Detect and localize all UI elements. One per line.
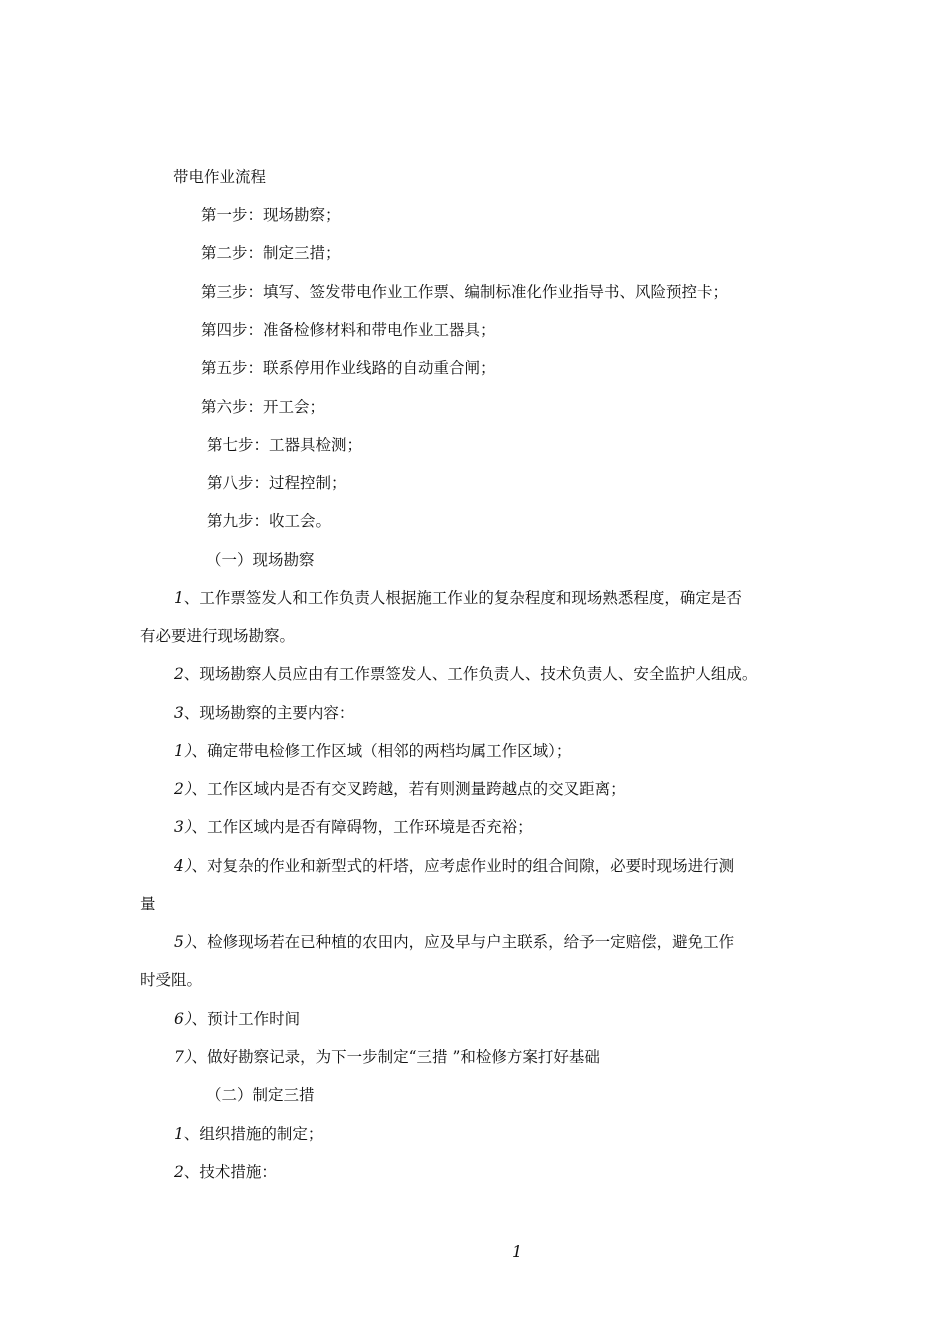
page-number: 1 — [512, 1242, 523, 1261]
step-line: 第二步：制定三措； — [201, 244, 341, 262]
list-item-number: 3） — [174, 818, 192, 836]
paragraph-number: 2 — [174, 665, 184, 683]
list-item — [174, 741, 571, 761]
step-line: 第七步：工器具检测； — [207, 436, 363, 454]
section-heading: （一）现场勘察 — [206, 551, 315, 569]
list-item-text: 、预计工作时间 — [191, 1010, 301, 1028]
list-item-number: 2） — [174, 780, 192, 798]
paragraph — [174, 703, 354, 723]
paragraph-number: 1 — [174, 1125, 184, 1143]
list-item-continuation: 时受阻。 — [140, 971, 203, 989]
document-title: 带电作业流程 — [173, 168, 267, 186]
list-item-number: 1） — [174, 742, 192, 760]
paragraph — [174, 1162, 277, 1182]
step-line: 第六步：开工会； — [201, 398, 326, 416]
step-line: 第四步：准备检修材料和带电作业工器具； — [201, 321, 496, 339]
list-item — [174, 817, 533, 837]
paragraph-text: 、现场勘察的主要内容： — [183, 704, 355, 722]
paragraph — [174, 1124, 323, 1144]
list-item — [174, 1047, 600, 1067]
paragraph-text: 、组织措施的制定； — [183, 1125, 324, 1143]
list-item-number: 5） — [174, 933, 192, 951]
list-item-text: 、确定带电检修工作区域（相邻的两档均属工作区域）； — [191, 742, 572, 760]
list-item-text: 、工作区域内是否有障碍物，工作环境是否充裕； — [191, 818, 533, 836]
paragraph-continuation: 有必要进行现场勘察。 — [140, 627, 296, 645]
paragraph-number: 1 — [174, 589, 184, 607]
step-line: 第九步：收工会。 — [207, 512, 332, 530]
list-item-text: 、做好勘察记录，为下一步制定“三措 ”和检修方案打好基础 — [191, 1048, 600, 1066]
list-item-number: 4） — [174, 857, 192, 875]
list-item-text: 、工作区域内是否有交叉跨越，若有则测量跨越点的交叉距离； — [191, 780, 626, 798]
paragraph-text: 、技术措施： — [183, 1163, 277, 1181]
step-line: 第八步：过程控制； — [207, 474, 347, 492]
paragraph-text: 、工作票签发人和工作负责人根据施工作业的复杂程度和现场熟悉程度，确定是否 — [183, 589, 742, 607]
section-heading: （二）制定三措 — [206, 1086, 315, 1104]
paragraph — [174, 588, 742, 608]
list-item — [174, 932, 734, 952]
list-item-continuation: 量 — [140, 895, 156, 913]
list-item-number: 7） — [174, 1048, 192, 1066]
list-item-text: 、检修现场若在已种植的农田内，应及早与户主联系，给予一定赔偿，避免工作 — [191, 933, 735, 951]
step-line: 第三步：填写、签发带电作业工作票、编制标准化作业指导书、风险预控卡； — [201, 283, 729, 301]
list-item — [174, 779, 626, 799]
step-line: 第五步：联系停用作业线路的自动重合闸； — [201, 359, 496, 377]
list-item-number: 6） — [174, 1010, 192, 1028]
list-item — [174, 1009, 300, 1029]
paragraph-number: 2 — [174, 1163, 184, 1181]
paragraph — [174, 664, 757, 684]
list-item-text: 、对复杂的作业和新型式的杆塔，应考虑作业时的组合间隙，必要时现场进行测 — [191, 857, 735, 875]
paragraph-number: 3 — [174, 704, 184, 722]
step-line: 第一步：现场勘察； — [201, 206, 341, 224]
paragraph-text: 、现场勘察人员应由有工作票签发人、工作负责人、技术负责人、安全监护人组成。 — [183, 665, 758, 683]
list-item — [174, 856, 734, 876]
